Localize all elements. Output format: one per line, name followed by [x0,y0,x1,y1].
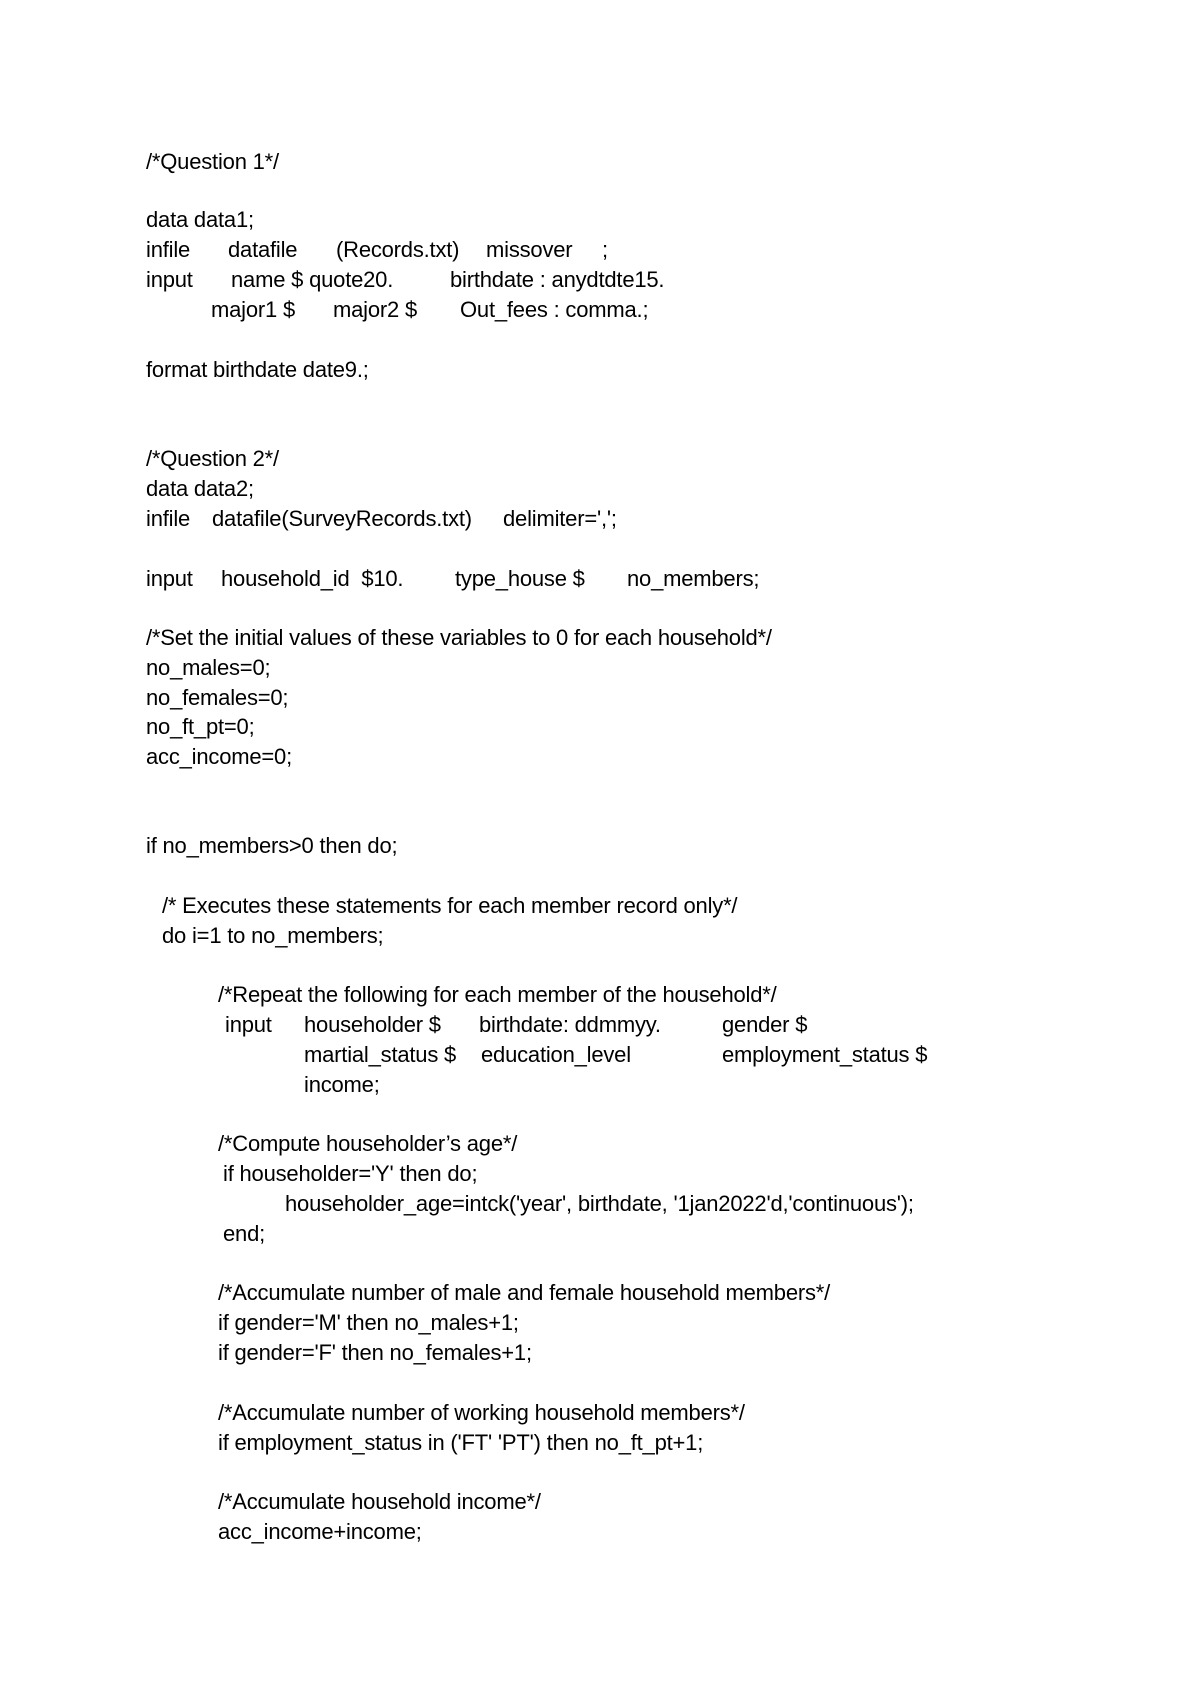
member-input-education: education_level [481,1042,631,1067]
q2-input-household-id: household_id $10. [221,566,404,591]
age-comment: /*Compute householder’s age*/ [218,1131,518,1156]
member-input-marital: martial_status $ [304,1042,457,1067]
q1-infile-semicolon: ; [602,237,608,262]
q1-input-fees: Out_fees : comma.; [460,297,649,322]
age-if-statement: if householder='Y' then do; [223,1161,478,1186]
q2-data-statement: data data2; [146,476,254,501]
exec-comment: /* Executes these statements for each member record only*/ [162,893,738,918]
do-loop-statement: do i=1 to no_members; [162,923,384,948]
income-accumulate-statement: acc_income+income; [218,1519,422,1544]
gender-comment: /*Accumulate number of male and female household members*/ [218,1280,831,1305]
member-input-keyword: input [225,1012,272,1037]
q2-infile-file: datafile(SurveyRecords.txt) [212,506,472,531]
q1-infile-keyword: infile [146,237,191,262]
q1-infile-option: missover [486,237,573,262]
member-input-employment: employment_status $ [722,1042,928,1067]
repeat-comment: /*Repeat the following for each member of the household*/ [218,982,777,1007]
q2-infile-keyword: infile [146,506,191,531]
q1-format-statement: format birthdate date9.; [146,357,369,382]
init-no-ft-pt: no_ft_pt=0; [146,714,255,739]
q1-comment: /*Question 1*/ [146,149,279,174]
q1-infile-file: datafile [228,237,298,262]
if-members-statement: if no_members>0 then do; [146,833,398,858]
init-comment: /*Set the initial values of these variables to 0 for each household*/ [146,625,772,650]
income-comment: /*Accumulate household income*/ [218,1489,541,1514]
gender-male-statement: if gender='M' then no_males+1; [218,1310,519,1335]
gender-female-statement: if gender='F' then no_females+1; [218,1340,532,1365]
q1-input-birthdate: birthdate : anydtdte15. [450,267,665,292]
member-input-gender: gender $ [722,1012,808,1037]
member-input-income: income; [304,1072,380,1097]
q2-input-type-house: type_house $ [455,566,585,591]
q1-input-major2: major2 $ [333,297,417,322]
member-input-householder: householder $ [304,1012,441,1037]
work-if-statement: if employment_status in ('FT' 'PT') then no_ft_pt+1; [218,1430,704,1455]
init-no-males: no_males=0; [146,655,271,680]
age-end-statement: end; [223,1221,266,1246]
q2-input-no-members: no_members; [627,566,760,591]
q1-input-major1: major1 $ [211,297,295,322]
q1-infile-path: (Records.txt) [336,237,460,262]
init-acc-income: acc_income=0; [146,744,292,769]
q1-data-statement: data data1; [146,207,254,232]
age-calc-statement: householder_age=intck('year', birthdate, '1jan2022'd,'continuous'); [285,1191,914,1216]
q2-input-keyword: input [146,566,193,591]
q2-infile-option: delimiter=','; [503,506,617,531]
member-input-birthdate: birthdate: ddmmyy. [479,1012,661,1037]
work-comment: /*Accumulate number of working household members*/ [218,1400,745,1425]
q2-comment: /*Question 2*/ [146,446,279,471]
q1-input-keyword: input [146,267,193,292]
init-no-females: no_females=0; [146,685,289,710]
q1-input-name: name $ quote20. [231,267,394,292]
